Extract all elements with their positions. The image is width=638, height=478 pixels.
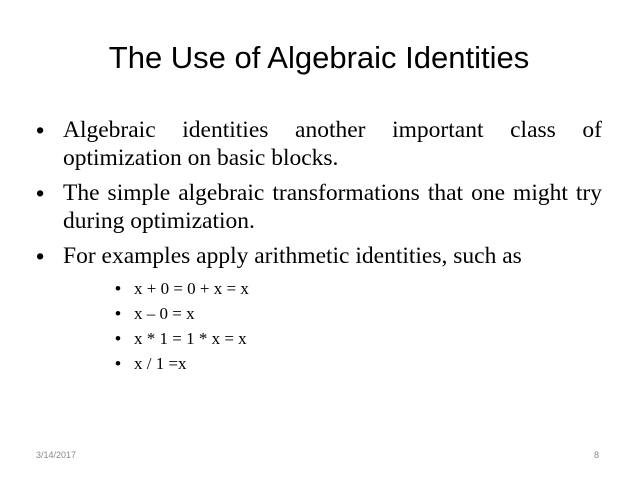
bullet-text: The simple algebraic transformations that one might try during optimization.	[63, 180, 602, 234]
sub-bullet-text: x * 1 = 1 * x = x	[134, 329, 247, 348]
sub-bullet-item	[63, 326, 602, 351]
bullet-list	[36, 116, 602, 383]
bullet-marker: •	[36, 180, 45, 206]
sub-bullet-item	[63, 301, 602, 326]
page-number: 8	[594, 450, 600, 460]
bullet-item	[36, 179, 602, 235]
sub-bullet-item	[63, 351, 602, 376]
sub-bullet-marker: •	[115, 329, 121, 348]
sub-bullet-marker: •	[115, 279, 121, 298]
bullet-item	[36, 116, 602, 172]
bullet-item	[36, 242, 602, 376]
sub-bullet-text: x – 0 = x	[134, 304, 195, 323]
bullet-text: For examples apply arithmetic identities, such as	[63, 243, 522, 269]
sub-bullet-marker: •	[115, 304, 121, 323]
sub-bullet-text: x + 0 = 0 + x = x	[134, 279, 249, 298]
slide-title: The Use of Algebraic Identities	[108, 40, 530, 75]
bullet-marker: •	[36, 117, 45, 143]
sub-bullet-item	[63, 276, 602, 301]
footer-date: 3/14/2017	[36, 450, 77, 460]
bullet-text: Algebraic identities another important class of optimization on basic blocks.	[63, 117, 602, 171]
sub-bullet-text: x / 1 =x	[134, 354, 187, 373]
sub-bullet-list	[63, 276, 602, 376]
bullet-marker: •	[36, 243, 45, 269]
sub-bullet-marker: •	[115, 354, 121, 373]
